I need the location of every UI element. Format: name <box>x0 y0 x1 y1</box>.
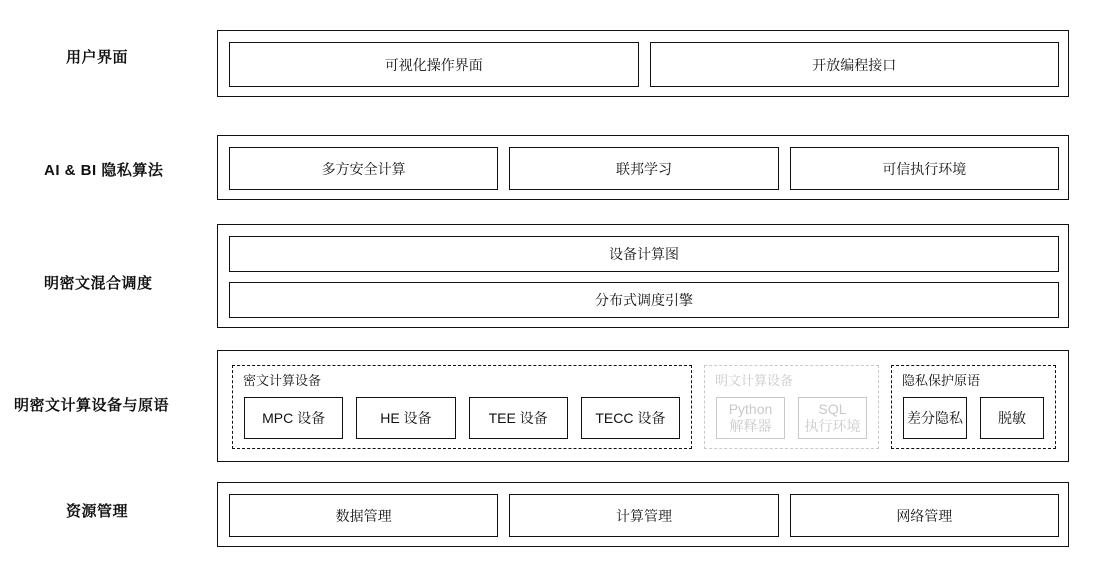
cell-python-interpreter-line2: 解释器 <box>729 418 772 435</box>
cell-python-interpreter[interactable] <box>716 397 785 439</box>
group-privacy-protection-primitives <box>891 365 1056 449</box>
cell-secure-multiparty-computation[interactable]: 多方安全计算 <box>229 147 498 190</box>
group-title-privacy-protection-primitives: 隐私保护原语 <box>902 373 981 388</box>
layer-hybrid-scheduling <box>217 224 1069 328</box>
cell-python-interpreter-line1: Python <box>728 400 773 417</box>
row-label-resource-management: 资源管理 <box>66 503 129 520</box>
cell-sql-execution-environment[interactable] <box>798 397 867 439</box>
layer-ai-bi-privacy-algorithms <box>217 135 1069 200</box>
row-label-user-interface: 用户界面 <box>66 49 129 66</box>
row-label-computation-devices-and-primitives: 明密文计算设备与原语 <box>14 397 170 414</box>
cell-sql-execution-environment-line1: SQL <box>818 400 847 417</box>
group-title-ciphertext-compute-devices: 密文计算设备 <box>243 373 322 388</box>
cell-federated-learning[interactable]: 联邦学习 <box>509 147 778 190</box>
group-title-plaintext-compute-devices: 明文计算设备 <box>715 373 794 388</box>
group-plaintext-compute-devices <box>704 365 879 449</box>
cell-data-masking[interactable]: 脱敏 <box>980 397 1044 439</box>
cell-compute-management[interactable]: 计算管理 <box>509 494 778 537</box>
cell-distributed-scheduling-engine[interactable]: 分布式调度引擎 <box>229 282 1059 318</box>
cell-mpc-device[interactable]: MPC 设备 <box>244 397 343 439</box>
cell-tee-device[interactable]: TEE 设备 <box>469 397 568 439</box>
cell-differential-privacy[interactable]: 差分隐私 <box>903 397 967 439</box>
layer-user-interface <box>217 30 1069 97</box>
cell-data-management[interactable]: 数据管理 <box>229 494 498 537</box>
cell-open-programming-api[interactable]: 开放编程接口 <box>650 42 1060 87</box>
group-ciphertext-compute-devices <box>232 365 692 449</box>
cell-tecc-device[interactable]: TECC 设备 <box>581 397 680 439</box>
layer-resource-management <box>217 482 1069 547</box>
row-label-hybrid-scheduling: 明密文混合调度 <box>44 275 153 292</box>
cell-device-computation-graph[interactable]: 设备计算图 <box>229 236 1059 272</box>
cell-he-device[interactable]: HE 设备 <box>356 397 455 439</box>
cell-visual-operation-ui[interactable]: 可视化操作界面 <box>229 42 639 87</box>
layer-computation-devices-and-primitives <box>217 350 1069 462</box>
cell-sql-execution-environment-line2: 执行环境 <box>804 418 861 435</box>
row-label-ai-bi-privacy-algorithms: AI & BI 隐私算法 <box>44 162 164 179</box>
cell-network-management[interactable]: 网络管理 <box>790 494 1059 537</box>
cell-trusted-execution-environment[interactable]: 可信执行环境 <box>790 147 1059 190</box>
